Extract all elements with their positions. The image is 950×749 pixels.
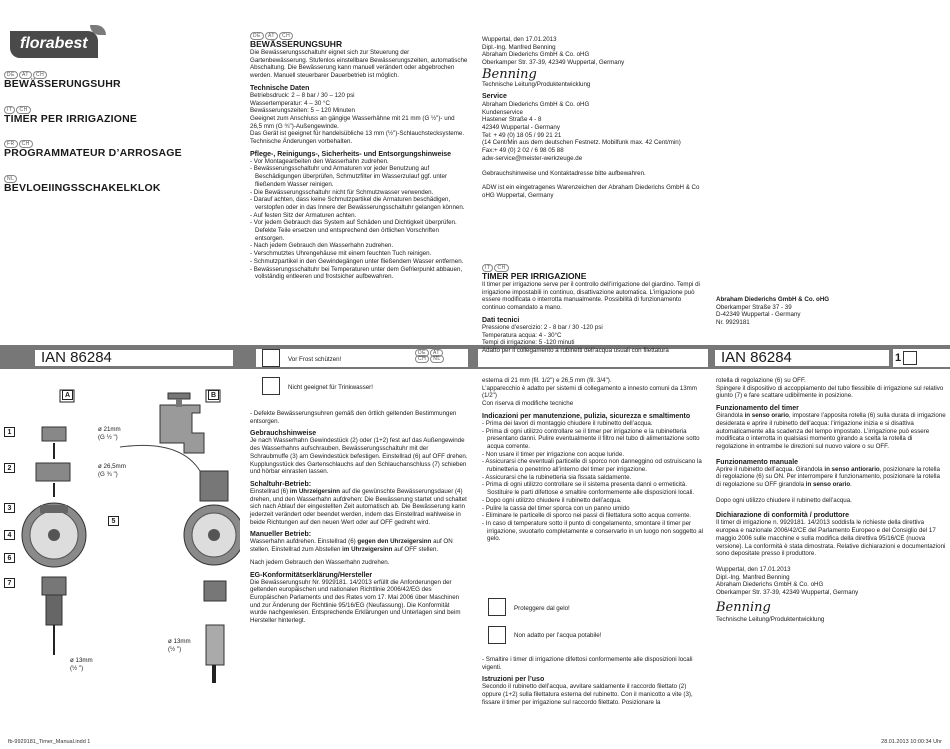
tech-list: Betriebsdruck: 2 – 8 bar / 30 – 120 psi Wassertemperatur: 4 – 30 °C Bewässerungszeiten: 5 – 120 Minuten Geeignet zum Anschluss an gängige Wasserhähne mit 21 mm (G ½")- und 26,5 mm (G ¾")-Außengewinde. Das Gerät ist geeignet für handelsübliche 13 mm (½")-Schlauchstecksysteme. Technische Änderungen vorbehalten. [250,91,465,146]
lang-title: BEVLOEIINGSSCHAKELKLOK [4,182,161,194]
address-line: Oberkamper Straße 37 - 39 [716,303,792,311]
lang-flags: NL [4,176,161,182]
part-label-1: 1 [4,427,15,437]
manual-heading: Funzionamento manuale [716,458,799,466]
lang-title: BEWÄSSERUNGSUHR [4,78,121,90]
sign-block: Wuppertal, den 17.01.2013 Dipl.-Ing. Manfred Benning Abraham Diederichs GmbH & Co. oHG Oberkamper Str. 37-39, 42349 Wuppertal, Germany [716,565,859,597]
sign-address: Oberkamper Str. 37-39, 42349 Wuppertal, Germany [482,59,625,67]
use-heading: Gebrauchshinweise [250,430,317,438]
sign-company: Abraham Diederichs GmbH & Co. oHG [482,51,590,59]
ce-heading: EG-Konformitätserklärung/Hersteller [250,571,373,579]
lang-title: PROGRAMMATEUR D’ARROSAGE [4,147,182,159]
part-label-3: 3 [4,503,15,513]
ian-box-left: IAN 86284 [34,349,234,367]
no-drink-text: Nicht geeignet für Trinkwasser! [288,384,373,391]
lang-de [4,72,121,90]
lang-flags: IT CH [4,107,137,113]
service-block: Abraham Diederichs GmbH & Co. oHG Kundenservice Hastener Straße 4 - 8 42349 Wuppertal - Germany Tel: + 49 (0) 18 05 / 99 21 21 (14 Cent/Min aus dem deutschen Festnetz. Mobilfunk max. 42 Cent/min) Fax:+ 49 (0) 2 02 / 6 98 05 88 adw-service@meister-werkzeuge.de [482,100,681,162]
continued-text: rotella di regolazione (6) su OFF. [716,377,806,384]
column-cover [0,0,240,749]
no-drinking-water-icon [262,377,280,395]
company-name: Abraham Diederichs GmbH & Co. oHG [716,296,830,303]
after-use-text: Dopo ogni utilizzo chiudere il rubinetto dell’acqua. [716,496,852,504]
auto-heading: Schaltuhr-Betrieb: [250,480,312,488]
manual-text: Wasserhahn aufdrehen. Einstellrad (6) gegen den Uhrzeigersinn auf ON stellen. Einstellrad zum Abstellen im Uhrzeigersinn auf OFF stellen. [250,538,453,554]
defect-text: - Smaltire i timer di irrigazione difettosi conformemente alle disposizioni locali vigenti. [482,656,693,671]
sign-role: Technische Leitung/Produktentwicklung [716,615,825,623]
intro-text: Die Bewässerungsschaltuhr eignet sich zur Steuerung der Gartenbewässerung. Stufenlos einstellbare Bewässerungszeiten, automatische Abschaltung. Die Bewässerung kann manuell verändert oder abgebrochen werden. Manuell steuerbarer Dauerbetrieb ist möglich. [250,49,468,80]
tech-heading: Dati tecnici [482,316,520,324]
dim-26mm: ø 26,5mm (G ¾ ") [98,463,126,478]
use-heading: Istruzioni per l’uso [482,676,545,684]
ian-flags: DE AT CH NL [415,350,465,362]
section-title: TIMER PER IRRIGAZIONE [482,271,587,281]
auto-text: Einstellrad (6) im Uhrzeigersinn auf die gewünschte Bewässerungsdauer (4) drehen, und den Wasserhahn aufdrehen: Die Bewässerung startet und schaltet sich nach Ablauf der eingestellten Zeit automatisch ab. Die Bewässerung kann jederzeit verändert oder beendet werden, indem das Einstellrad wahlweise in beide Richtungen auf den neuen Wert oder auf OFF gedreht wird. [250,487,467,526]
care-heading: Pflege-, Reinigungs-, Sicherheits- und Entsorgungshinweise [250,150,452,158]
frost-icon [262,349,280,367]
part-label-5: 5 [108,516,119,526]
lang-flags: FR CH [4,141,182,147]
frost-text: Vor Frost schützen! [288,356,342,363]
trademark-text: ADW ist ein eingetragenes Warenzeichen der Abraham Diederichs GmbH & Co oHG Wuppertal, Germany [482,184,700,199]
lang-fr [4,141,182,159]
after-use-text: Nach jedem Gebrauch den Wasserhahn zudrehen. [250,558,390,566]
part-label-2: 2 [4,463,15,473]
sign-date: Wuppertal, den 17.01.2013 [482,36,557,43]
brand-logo: florabest [10,31,98,58]
lang-flags: DE AT CH [250,33,468,39]
figure-label-a: A [62,390,73,400]
dim-21mm: ø 21mm (G ½ ") [98,426,121,441]
defect-text: - Defekte Bewässerungsuhren gemäß den örtlich geltenden Bestimmungen entsorgen. [250,410,457,425]
lang-it [4,107,137,125]
section-title: BEWÄSSERUNGSUHR [250,39,343,49]
address-line: D-42349 Wuppertal - Germany [716,311,801,319]
no-drink-text: Non adatto per l’acqua potabile! [514,632,602,639]
tech-list-2: esterna di 21 mm (fil. 1/2") e 26,5 mm (fil. 3/4"). L’apparecchio è adatto per sistemi di collegamento a innesto comuni da 13mm (1/2") Con riserva di modifiche tecniche [482,377,697,408]
lang-nl [4,176,161,194]
use-text-2: Kupplungsstück des Gartenschlauchs auf den Schlauchanschluss (7) schieben und hörbar einrasten lassen. [250,460,467,476]
sign-name: Dipl.-Ing. Manfred Benning [482,43,556,51]
manual-heading: Manueller Betrieb: [250,531,312,539]
part-label-7: 7 [4,578,15,588]
timer-heading: Funzionamento del timer [716,405,799,413]
sign-role: Technische Leitung/Produktentwicklung [482,80,591,88]
dim-13mm-left: ø 13mm (½ ") [70,657,93,672]
signature: Benning [482,66,537,82]
lang-title: TIMER PER IRRIGAZIONE [4,113,138,125]
intro-text: Il timer per irrigazione serve per il controllo dell’irrigazione del giardino. Tempi di irrigazione impostabili in continuo, disattivazione automatica. L’irrigazione può essere modificata o interrotta manualmente. Possibilità di funzionamento continuo comandato a mano. [482,281,700,312]
column-contact-italian [482,0,704,749]
care-list: - Vor Montagearbeiten den Wasserhahn zudrehen. - Bewässerungsschaltuhr und Armaturen vor jeder Benutzung auf Beschädigungen überprüfen, Schmutzfilter im Wasserzulauf ggf. unter fließendem Wasser reinigen. - Die Bewässerungsschaltuhr nicht für Schmutzwasser verwenden. - Darauf achten, dass keine Schmutzpartikel die Armaturen beschädigen, verstopfen oder in das Innere der Bewässerungsschaltuhr gelangen können. - Auf festen Sitz der Armaturen achten. - Vor jedem Gebrauch das System auf Schäden und Dichtigkeit überprüfen. Defekte Teile ersetzen und entsprechend den örtlichen Vorschriften entsorgen. - Nach jedem Gebrauch den Wasserhahn zudrehen. - Verschmutztes Uhrengehäuse mit einem feuchten Tuch reinigen. - Schmutzpartikel in den Gewindegängen unter fließendem Wasser entfernen. - Bewässerungsschaltuhr bei Temperaturen unter dem Gefrierpunkt abbauen, vollständig entleeren und frostsicher aufbewahren. [250,157,465,281]
column-italian-cont [712,0,950,749]
manual-text: Aprire il rubinetto dell’acqua. Girandola in senso antiorario, posizionare la rotella di regolazione (6) su ON. Per interrompere il funzionamento, posizionare la rotella di regolazione su OFF girandola in senso orario. [716,465,940,489]
footer-file: fb-9929181_Timer_Manual.indd 1 [8,739,91,745]
tech-list: Pressione d’esercizio: 2 - 8 bar / 30 -120 psi Temperatura acqua: 4 - 30°C Tempi di irrigazione: 5 -120 minuti Adatto per il collegamento a rubinetti dell’acqua usuali con filettatura [482,323,669,354]
ce-heading: Dichiarazione di conformità / produttore [716,512,850,520]
no-drinking-water-icon [488,626,506,644]
frost-icon [488,598,506,616]
timer-text: Girandola in senso orario, impostare l’apposita rotella (6) sulla durata di irrigazione desiderata e aprire il rubinetto dell’acqua: l’irrigazione inizia e si disattiva automaticamente alla scadenza del tempo impostato. L’irrigazione può essere modificata o interrotta in qualsiasi momento girando a scelta la rotella di regolazione in entrambe le direzioni sul nuovo valore o su OFF. [716,412,946,450]
care-heading: Indicazioni per manutenzione, pulizia, sicurezza e smaltimento [482,412,691,420]
ian-box-right: IAN 86284 [714,349,890,367]
service-heading: Service [482,93,507,101]
footer-date: 28.01.2013 10:00:34 Uhr [881,739,942,745]
page-number: 1 [895,352,902,364]
column-german [250,0,468,749]
frost-text: Proteggere dal gelo! [514,605,570,612]
lang-flags: DE AT CH [4,72,121,78]
ce-text: Il timer di irrigazione n. 9929181. 14/2013 soddisfa le richieste della direttiva europea e nazionale 2006/42/CE del Parlamento Europeo e del Consiglio del 17 maggio 2006 sulle macchine e sulla modifica della direttiva 95/16/CE (nuova versione). La conformità è stata dimostrata. Relative dichiarazioni e documentazioni sono depositate presso il produttore. [716,519,946,558]
product-number: Nr. 9929181 [716,319,750,327]
lang-flags: IT CH [482,265,704,271]
use-text: Je nach Wasserhahn Gewindestück (2) oder (1+2) fest auf das Außengewinde des Wasserhahns aufschrauben. Bewässerungsschaltuhr mit der Schraubmuffe (3) am Gewindestück befestigen. Einstellrad (6) auf OFF drehen. [250,437,468,460]
ce-text: Die Bewässerungsuhr Nr. 9929181. 14/2013 erfüllt die Anforderungen der geltenden europäischen und nationalen Richtlinie 2006/42/EG des Europäischen Parlaments und des Rates vom 17. Mai 2006 über Maschinen und zur Änderung der Richtlinie 95/16/EG (Neufassung). Die Konformität wurde nachgewiesen. Entsprechende Erklärungen und Unterlagen sind beim Hersteller hinterlegt. [250,578,461,625]
signature: Benning [716,599,771,615]
use-text: Secondo il rubinetto dell’acqua, avvitare saldamente il raccordo filettato (2) oppure (1+2) sulla filettatura esterna del rubinetto. Con il manicotto a vite (3), fissare il timer per irrigazione sul raccordo filettato. Posizionare la [482,683,693,706]
part-label-6: 6 [4,553,15,563]
care-list: - Prima dei lavori di montaggio chiudere il rubinetto dell’acqua. - Prima di ogni utilizzo controllare se il timer per irrigazione e la rubinetteria presentano danni. Pulire eventualmente il filtro nel tubo di alimentazione sotto acqua corrente. - Non usare il timer per irrigazione con acque luride. - Assicurarsi che eventuali particelle di sporco non danneggino od ostruiscano la rubinetteria o penetrino all’interno del timer per irrigazione. - Assicurarsi che la rubinetteria sia fissata saldamente. - Prima di ogni utilizzo controllare se il sistema presenta danni o ermeticità. Sostituire le parti difettose e smaltire conformemente alle disposizioni locali. - Dopo ogni utilizzo chiudere il rubinetto dell’acqua. - Pulire la cassa del timer sporca con un panno umido - Eliminare le particelle di sporco nei passi di filettatura sotto acqua corrente. - In caso di temperature sotto il punto di congelamento, smontare il timer per irrigazione, svuotarlo completamente e conservarlo in un luogo non soggetto al gelo. [482,419,704,543]
continued-text-2: Spingere il dispositivo di accoppiamento del tubo flessibile di irrigazione sul relativo giunto (7) e fare scattare udibilmente in posizione. [716,384,944,400]
keep-text: Gebrauchshinweise und Kontaktadresse bitte aufbewahren. [482,169,646,177]
dim-13mm-right: ø 13mm (½ ") [168,638,191,653]
tech-heading: Technische Daten [250,84,310,92]
part-label-4: 4 [4,530,15,540]
figure-label-b: B [208,390,219,400]
